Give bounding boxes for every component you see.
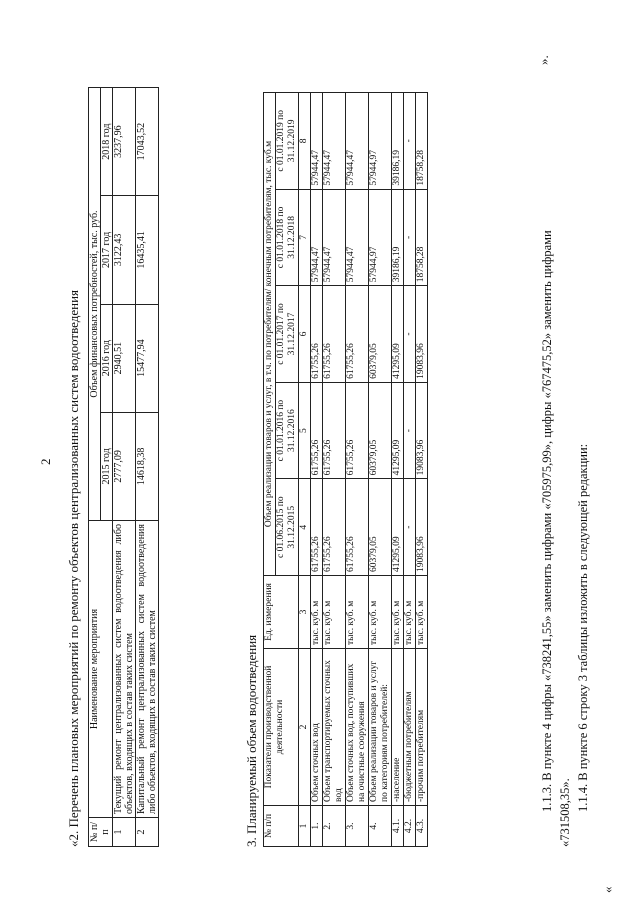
table-row: [311, 93, 323, 847]
cell-value: 41295,09: [392, 479, 404, 576]
col-header-period: с 01.01.2018 по 31.12.2018: [276, 189, 299, 286]
cell-value: 57944,47: [311, 189, 323, 286]
row-num: 2.: [323, 806, 346, 847]
row-num: 3.: [346, 806, 369, 847]
col-number: 8: [299, 93, 311, 190]
cell-value: 57944,47: [323, 189, 346, 286]
cell-value: 17043,52: [136, 88, 159, 196]
cell-value: 2777,09: [113, 412, 136, 520]
row-unit: тыс. куб. м: [323, 576, 346, 649]
col-header-num: № п/п: [89, 818, 113, 847]
col-header-num: № п/п: [264, 806, 299, 847]
col-header-period: с 01.06.2015 по 31.12.2015: [276, 479, 299, 576]
cell-value: 60379,05: [369, 382, 392, 479]
table-row: [416, 93, 428, 847]
cell-value: 57944,97: [369, 189, 392, 286]
cell-value: 57944,47: [311, 93, 323, 190]
col-header-year: 2015 год: [101, 412, 113, 520]
cell-value: 61755,26: [346, 286, 369, 383]
col-number: 3: [299, 576, 311, 649]
column-numbers-row: [299, 93, 311, 847]
table-row: [136, 88, 159, 847]
col-header-period: с 01.01.2017 по 31.12.2017: [276, 286, 299, 383]
section-2-title: «2. Перечень плановых мероприятий по ремонту объектов централизованных систем водоотведения: [66, 289, 81, 847]
col-number: 7: [299, 189, 311, 286]
cell-value: 3122,43: [113, 196, 136, 304]
cell-value: -: [404, 93, 416, 190]
table-row: [404, 93, 416, 847]
cell-value: 57944,97: [369, 93, 392, 190]
col-header-year: 2016 год: [101, 304, 113, 412]
cell-value: 61755,26: [311, 479, 323, 576]
cell-value: -: [404, 286, 416, 383]
cell-value: 18758,28: [416, 93, 428, 190]
cell-value: 15477,94: [136, 304, 159, 412]
section-3-title: 3. Планируемый объем водоотведения: [244, 634, 259, 847]
paragraph-1-1-3-cont: «731508,35».: [558, 778, 572, 847]
col-header-year: 2018 год: [101, 88, 113, 196]
col-header-name: Наименование мероприятия: [89, 521, 113, 818]
repairs-table: [88, 87, 159, 847]
col-number: 5: [299, 382, 311, 479]
row-unit: тыс. куб. м: [346, 576, 369, 649]
col-number: 6: [299, 286, 311, 383]
row-name: -бюджетным потребителям: [404, 649, 416, 806]
cell-value: 3237,96: [113, 88, 136, 196]
cell-value: 39186,19: [392, 189, 404, 286]
row-num: 2: [136, 818, 159, 847]
row-name: -прочим потребителям: [416, 649, 428, 806]
cell-value: 61755,26: [346, 382, 369, 479]
cell-value: 19083,96: [416, 382, 428, 479]
cell-value: 61755,26: [311, 286, 323, 383]
cell-value: 60379,05: [369, 286, 392, 383]
opening-quote: «: [600, 886, 615, 893]
row-unit: тыс. куб. м: [416, 576, 428, 649]
table-row: [369, 93, 392, 847]
col-number: 1: [299, 806, 311, 847]
cell-value: 61755,26: [311, 382, 323, 479]
table-row: [346, 93, 369, 847]
paragraph-1-1-4: 1.1.4. В пункте 6 строку 3 таблицы изложить в следующей редакции:: [576, 443, 590, 812]
row-unit: тыс. куб. м: [369, 576, 392, 649]
row-unit: тыс. куб. м: [392, 576, 404, 649]
page-number: 2: [38, 458, 53, 465]
closing-quote: ».: [536, 55, 551, 65]
col-header-period: с 01.01.2019 по 31.12.2019: [276, 93, 299, 190]
cell-value: 18758,28: [416, 189, 428, 286]
col-header-finance: Объем финансовых потребностей, тыс. руб.: [89, 88, 101, 521]
cell-value: 61755,26: [323, 382, 346, 479]
cell-value: 60379,05: [369, 479, 392, 576]
cell-value: -: [404, 382, 416, 479]
row-num: 4.: [369, 806, 392, 847]
cell-value: 2940,51: [113, 304, 136, 412]
cell-value: 41295,09: [392, 382, 404, 479]
row-name: Объем транспортируемых сточных вод: [323, 649, 346, 806]
cell-value: 39186,19: [392, 93, 404, 190]
col-header-volume: Объем реализации товаров и услуг, в т.ч. по потребителям/ конечным потребителям, тыс. куб.м: [264, 93, 276, 576]
row-unit: тыс. куб. м: [404, 576, 416, 649]
col-number: 2: [299, 649, 311, 806]
cell-value: 57944,47: [346, 93, 369, 190]
cell-value: 16435,41: [136, 196, 159, 304]
volume-table: [263, 92, 428, 847]
row-name: Объем сточных вод, поступивших на очистные сооружения: [346, 649, 369, 806]
table-row: [392, 93, 404, 847]
row-num: 4.2.: [404, 806, 416, 847]
row-num: 1: [113, 818, 136, 847]
paragraph-1-1-3: 1.1.3. В пункте 4 цифры «738241,55» заменить цифрами «705975,99», цифры «767475,52» заменить цифрами: [540, 230, 554, 812]
cell-value: -: [404, 479, 416, 576]
cell-value: 19083,96: [416, 286, 428, 383]
row-num: 4.3.: [416, 806, 428, 847]
row-name: Объем сточных вод: [311, 649, 323, 806]
cell-value: 14618,38: [136, 412, 159, 520]
cell-value: 41295,09: [392, 286, 404, 383]
col-header-period: с 01.01.2016 по 31.12.2016: [276, 382, 299, 479]
row-name: Текущий ремонт централизованных систем водоотведения либо объектов, входящих в состав таких систем: [113, 521, 136, 818]
col-header-indicator: Показатели производственной деятельности: [264, 649, 299, 806]
row-unit: тыс. куб. м: [311, 576, 323, 649]
cell-value: 61755,26: [346, 479, 369, 576]
row-num: 1.: [311, 806, 323, 847]
cell-value: 19083,96: [416, 479, 428, 576]
cell-value: -: [404, 189, 416, 286]
row-name: Капитальный ремонт централизованных систем водоотведения либо объектов, входящих в состав таких систем: [136, 521, 159, 818]
table-row: [323, 93, 346, 847]
col-header-unit: Ед. измерения: [264, 576, 299, 649]
row-name: -население: [392, 649, 404, 806]
table-row: [113, 88, 136, 847]
col-number: 4: [299, 479, 311, 576]
cell-value: 57944,47: [346, 189, 369, 286]
row-num: 4.1.: [392, 806, 404, 847]
cell-value: 61755,26: [323, 286, 346, 383]
col-header-year: 2017 год: [101, 196, 113, 304]
row-name: Объем реализации товаров и услуг по категориям потребителей:: [369, 649, 392, 806]
cell-value: 57944,47: [323, 93, 346, 190]
cell-value: 61755,26: [323, 479, 346, 576]
